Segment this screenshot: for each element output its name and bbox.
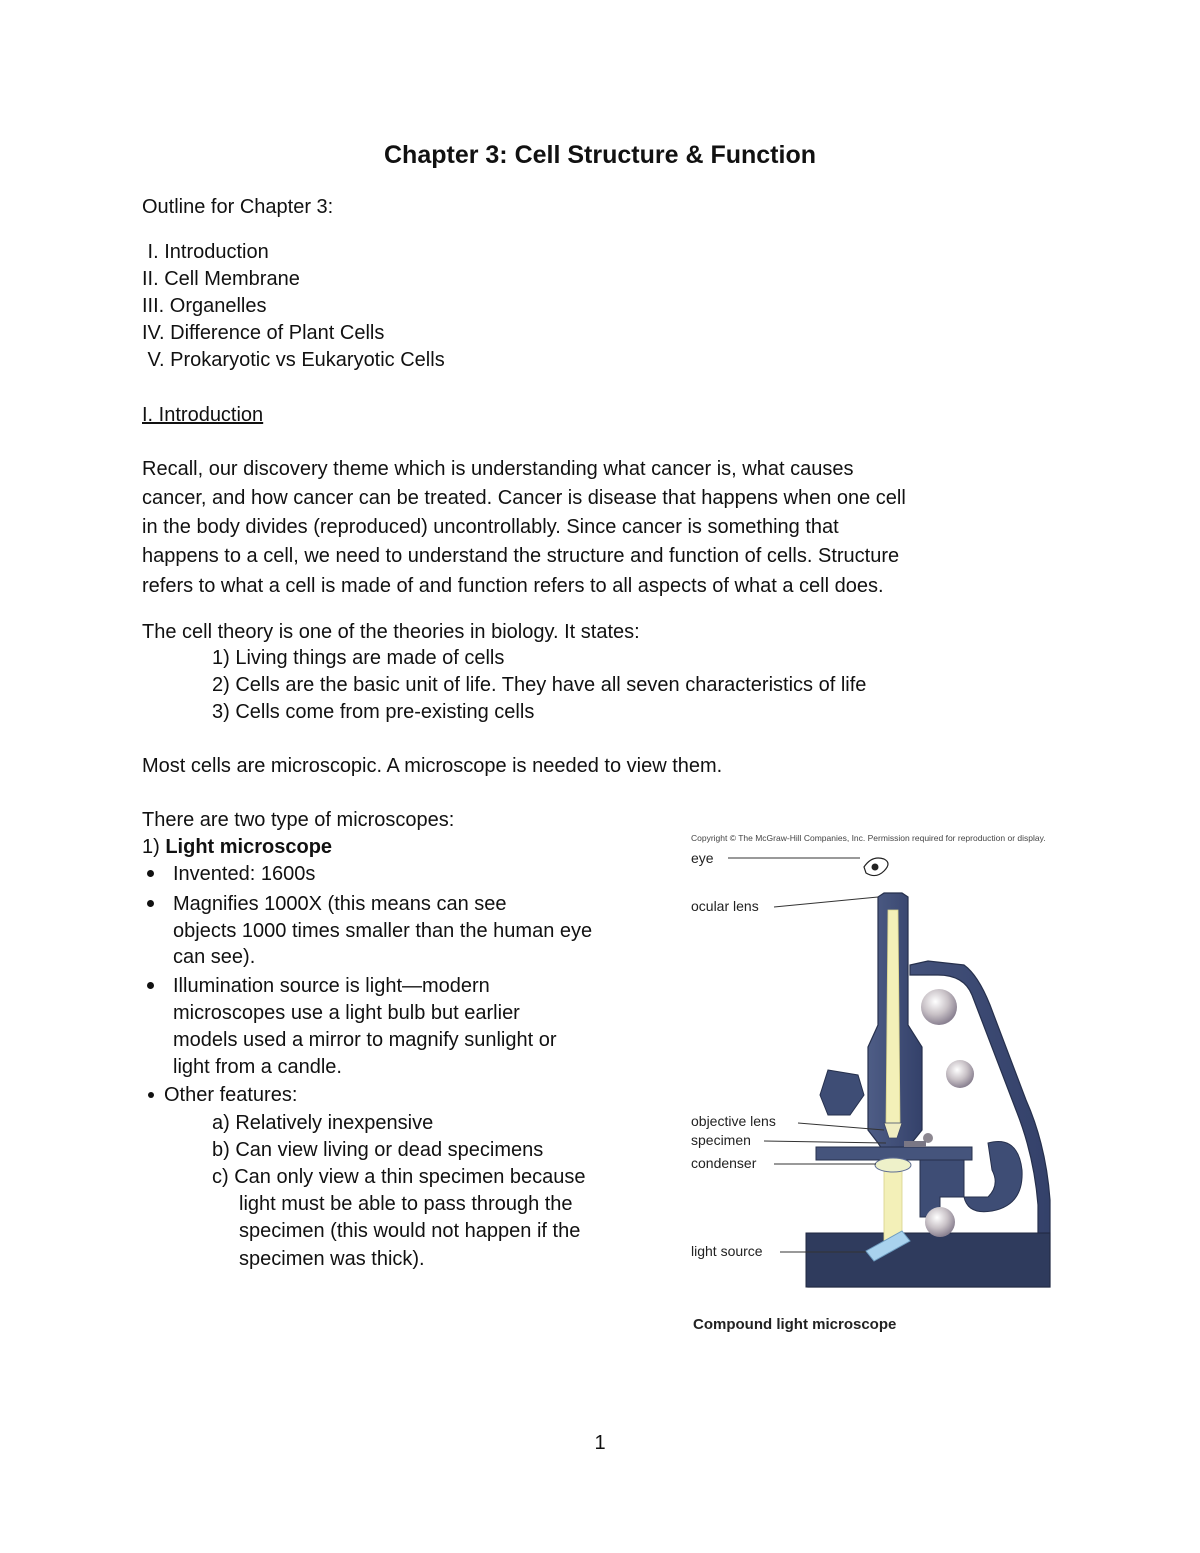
light-microscope-label: Light microscope [165,836,333,858]
bullet-line: objects 1000 times smaller than the human eye [173,920,593,942]
outline-item: V. Prokaryotic vs Eukaryotic Cells [142,349,445,371]
feature-line: specimen was thick). [239,1248,425,1270]
page-title: Chapter 3: Cell Structure & Function [384,141,816,169]
bullet-line: Invented: 1600s [173,863,316,885]
outline-heading: Outline for Chapter 3: [142,196,334,218]
cell-theory-intro: The cell theory is one of the theories in biology. It states: [142,621,640,643]
paragraph-line: cancer, and how cancer can be treated. Cancer is disease that happens when one cell [142,487,906,509]
microscopic-sentence: Most cells are microscopic. A microscope is needed to view them. [142,755,723,777]
outline-item: II. Cell Membrane [142,268,300,290]
feature-line: b) Can view living or dead specimens [212,1139,544,1161]
label-condenser: condenser [691,1155,757,1171]
paragraph-line: happens to a cell, we need to understand the structure and function of cells. Structure [142,545,900,567]
bullet-dot [148,1092,154,1098]
feature-line: a) Relatively inexpensive [212,1112,434,1134]
bullet-dot [147,900,154,907]
feature-line: specimen (this would not happen if the [239,1220,581,1242]
microscope-figure [688,825,1068,1340]
outline-item: IV. Difference of Plant Cells [142,322,385,344]
list-number: 1) [142,836,166,858]
cell-theory-item: 1) Living things are made of cells [212,647,505,669]
label-ocular-lens: ocular lens [691,898,759,914]
bullet-line: models used a mirror to magnify sunlight or [173,1029,557,1051]
cell-theory-item: 3) Cells come from pre-existing cells [212,701,535,723]
cell-theory-item: 2) Cells are the basic unit of life. They have all seven characteristics of life [212,674,867,696]
microscope-base [806,1233,1050,1287]
label-light-source: light source [691,1243,763,1259]
lamp-knob [925,1207,955,1237]
stage-clip-plate [904,1141,926,1147]
label-objective-lens: objective lens [691,1113,776,1129]
microscope-arm-curve [964,1142,1022,1212]
paragraph-line: Recall, our discovery theme which is understanding what cancer is, what causes [142,458,854,480]
condenser-lens [875,1158,911,1172]
light-microscope-heading [142,835,332,859]
figure-caption: Compound light microscope [693,1316,897,1333]
bullet-line: light from a candle. [173,1056,342,1078]
section-heading-introduction: I. Introduction [142,404,264,426]
figure-copyright: Copyright © The McGraw-Hill Companies, Inc. Permission required for reproduction or display. [691,833,1046,843]
feature-line: light must be able to pass through the [239,1193,573,1215]
fine-focus-knob [946,1060,974,1088]
microscope-side-knob [820,1070,864,1115]
label-eye: eye [691,850,714,866]
label-specimen: specimen [691,1132,751,1148]
feature-line: c) Can only view a thin specimen because [212,1166,586,1188]
paragraph-line: in the body divides (reproduced) uncontrollably. Since cancer is something that [142,516,839,538]
bullet-line: microscopes use a light bulb but earlier [173,1002,520,1024]
outline-item: I. Introduction [142,241,269,263]
outline-item: III. Organelles [142,295,267,317]
bullet-line: can see). [173,946,256,968]
bullet-line: Magnifies 1000X (this means can see [173,893,507,915]
other-features-label: Other features: [164,1084,298,1106]
bullet-dot [147,982,154,989]
paragraph-line: refers to what a cell is made of and function refers to all aspects of what a cell does. [142,575,884,597]
microscope-types-intro: There are two type of microscopes: [142,809,455,831]
light-beam-upper [886,910,900,1125]
bullet-dot [147,870,154,877]
page-number: 1 [594,1432,606,1454]
coarse-focus-knob [921,989,957,1025]
bullet-line: Illumination source is light—modern [173,975,490,997]
